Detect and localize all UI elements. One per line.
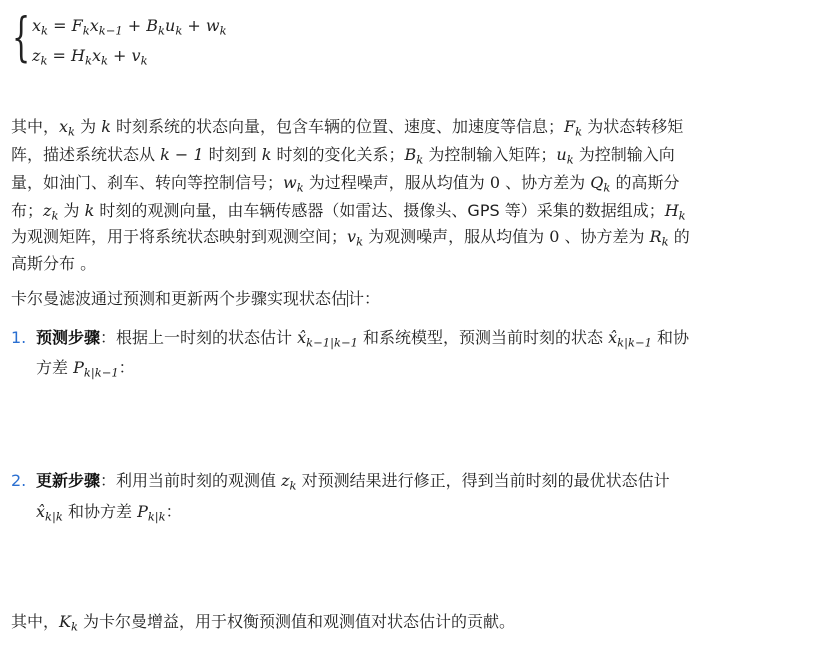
para-line-5: 为观测矩阵，用于将系统状态映射到观测空间；$v_k$ 为观测噪声，服从均值为 0 、协方差为 $R_k$ 的 [11,227,690,249]
para-line-3: 量，如油门、刹车、转向等控制信号；$w_k$ 为过程噪声，服从均值为 0 、协方差为 $Q_k$ 的高斯分 [11,173,680,195]
para-line-1: 其中，$x_k$ 为 k 时刻系统的状态向量，包含车辆的位置、速度、加速度等信息；$F_k$ 为状态转移矩 [11,117,684,139]
step-1-title: 预测步骤 [36,328,101,347]
left-brace: { [12,8,31,68]
para-line-4: 布；$z_k$ 为 k 时刻的观测向量，由车辆传感器（如雷达、摄像头、GPS 等）采集的数据组成；$H_k$ [11,201,686,223]
step-1-line-2: 方差 $P_{k|k-1}$： [36,358,135,380]
step-2-number: 2. [11,471,27,490]
intro-line: 卡尔曼滤波通过预测和更新两个步骤实现状态估计： [11,289,381,308]
step-1-number: 1. [11,328,27,347]
para-line-2: 阵，描述系统状态从 k − 1 时刻到 k 时刻的变化关系；$B_k$ 为控制输入矩阵；$u_k$ 为控制输入向 [11,145,675,167]
state-equation: $x_k = F_kx_{k-1} + B_ku_k + w_k$ [32,16,227,38]
footer-line: 其中，$K_k$ 为卡尔曼增益，用于权衡预测值和观测值对状态估计的贡献。 [11,612,516,634]
step-2-title: 更新步骤 [36,471,101,490]
step-1-line-1: 预测步骤：根据上一时刻的状态估计 $x̂_{k-1|k-1}$ 和系统模型，预测当前时刻的状态 $x̂_{k|k-1}$ 和协 [36,328,690,350]
step-2-line-1: 更新步骤：利用当前时刻的观测值 $z_k$ 对预测结果进行修正，得到当前时刻的最优状态估计 [36,471,670,493]
observation-equation: $z_k = H_kx_k + v_k$ [32,46,148,68]
para-line-6: 高斯分布 。 [11,254,97,273]
step-2-line-2: $x̂_{k|k}$ 和协方差 $P_{k|k}$： [36,502,182,524]
